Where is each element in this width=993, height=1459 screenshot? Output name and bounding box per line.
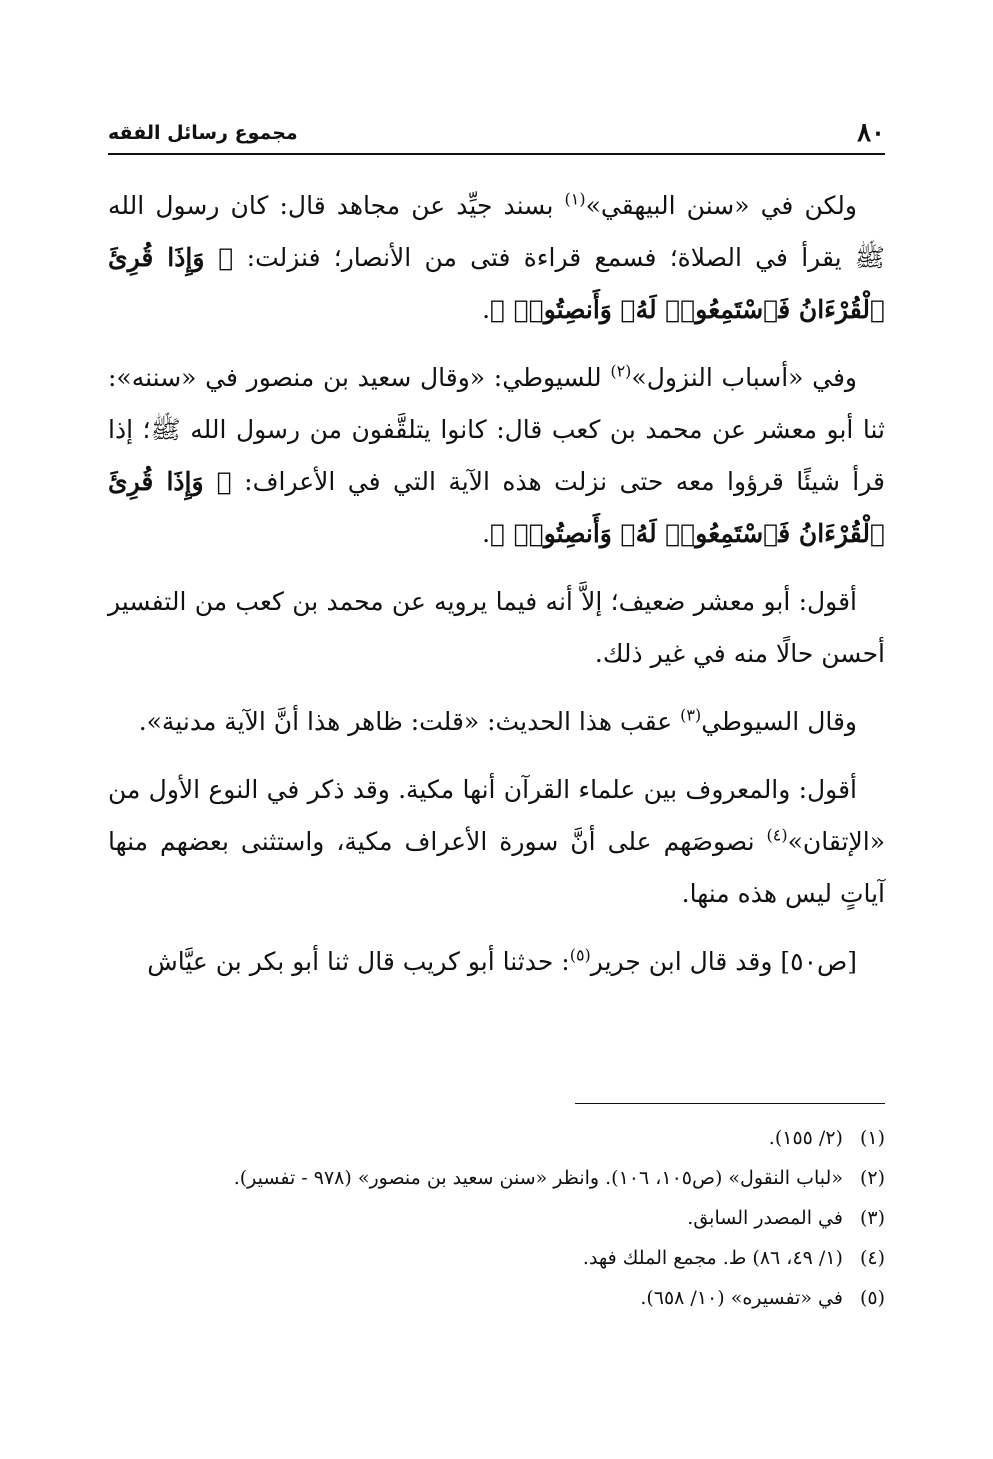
paragraph-6: [108, 936, 885, 988]
footnote-marker: (٥): [569, 945, 591, 965]
footnote-marker: (٤): [766, 825, 788, 845]
main-text: [108, 180, 885, 1004]
footnote-text: في المصدر السابق.: [687, 1207, 843, 1229]
paragraph-text: أقول: والمعروف بين علماء القرآن أنها مكية. وقد ذكر في النوع الأول من «الإتقان»: [108, 775, 885, 856]
page-number: ٨٠: [857, 118, 885, 148]
footnote-number: (٣): [859, 1207, 885, 1229]
footnote-marker: (٣): [680, 705, 702, 725]
quran-verse: ﴿ وَإِذَا قُرِئَ ٱلْقُرْءَانُ فَٱسْتَمِعُوا۟ لَهُۥ وَأَنصِتُوا۟ ﴾: [108, 243, 885, 324]
paragraph-text: .: [482, 295, 491, 324]
footnote-text: (٢/ ١٥٥).: [768, 1127, 843, 1149]
footnote-divider: [575, 1103, 885, 1104]
paragraph-text: وفي «أسباب النزول»: [631, 363, 858, 392]
book-title: مجموع رسائل الفقه: [108, 122, 298, 144]
footnote-marker: (١): [564, 189, 586, 209]
header-divider: [108, 153, 885, 155]
paragraph-4: [108, 696, 885, 748]
footnote-number: (١): [859, 1127, 885, 1149]
paragraph-5: [108, 764, 885, 920]
paragraph-text: للسيوطي: «وقال سعيد بن منصور في «سننه»: ثنا أبو معشر عن محمد بن كعب قال: كانوا يتلقَّفون من رسول الله ﷺ؛ إذا قرأ شيئًا قرؤوا معه حتى نزلت هذه الآية التي في الأعراف:: [108, 363, 885, 496]
quran-verse: ﴿ وَإِذَا قُرِئَ ٱلْقُرْءَانُ فَٱسْتَمِعُوا۟ لَهُۥ وَأَنصِتُوا۟ ﴾: [108, 467, 885, 548]
paragraph-1: [108, 180, 885, 336]
paragraph-text: عقب هذا الحديث: «قلت: ظاهر هذا أنَّ الآية مدنية».: [138, 707, 681, 736]
footnote-5: [108, 1278, 885, 1318]
footnote-4: [108, 1238, 885, 1278]
paragraph-text: أقول: أبو معشر ضعيف؛ إلاَّ أنه فيما يرويه عن محمد بن كعب من التفسير أحسن حالًا منه في غير ذلك.: [108, 587, 885, 668]
paragraph-2: [108, 352, 885, 560]
paragraph-text: بسند جيِّد عن مجاهد قال: كان رسول الله ﷺ يقرأ في الصلاة؛ فسمع قراءة فتى من الأنصار؛ فنزلت:: [108, 191, 885, 272]
footnote-text: في «تفسيره» (١٠/ ٦٥٨).: [640, 1287, 843, 1309]
footnote-marker: (٢): [610, 361, 632, 381]
paragraph-text: وقال السيوطي: [701, 707, 857, 736]
footnote-number: (٤): [859, 1247, 885, 1269]
paragraph-text: : حدثنا أبو كريب قال ثنا أبو بكر بن عيَّاش: [147, 947, 570, 976]
footnote-text: «لباب النقول» (ص١٠٥، ١٠٦). وانظر «سنن سعيد بن منصور» (٩٧٨ - تفسير).: [233, 1167, 843, 1189]
footnote-2: [108, 1158, 885, 1198]
paragraph-text: نصوصَهم على أنَّ سورة الأعراف مكية، واستثنى بعضهم منها آياتٍ ليس هذه منها.: [108, 827, 885, 908]
footnote-3: [108, 1198, 885, 1238]
footnotes: [108, 1118, 885, 1318]
running-header: [108, 116, 885, 150]
paragraph-text: [ص٥٠] وقد قال ابن جرير: [590, 947, 857, 976]
paragraph-text: .: [482, 519, 491, 548]
paragraph-text: ولكن في «سنن البيهقي»: [585, 191, 857, 220]
footnote-text: (١/ ٤٩، ٨٦) ط. مجمع الملك فهد.: [582, 1247, 843, 1269]
footnote-number: (٥): [859, 1287, 885, 1309]
footnote-1: [108, 1118, 885, 1158]
paragraph-3: [108, 576, 885, 680]
footnote-number: (٢): [859, 1167, 885, 1189]
